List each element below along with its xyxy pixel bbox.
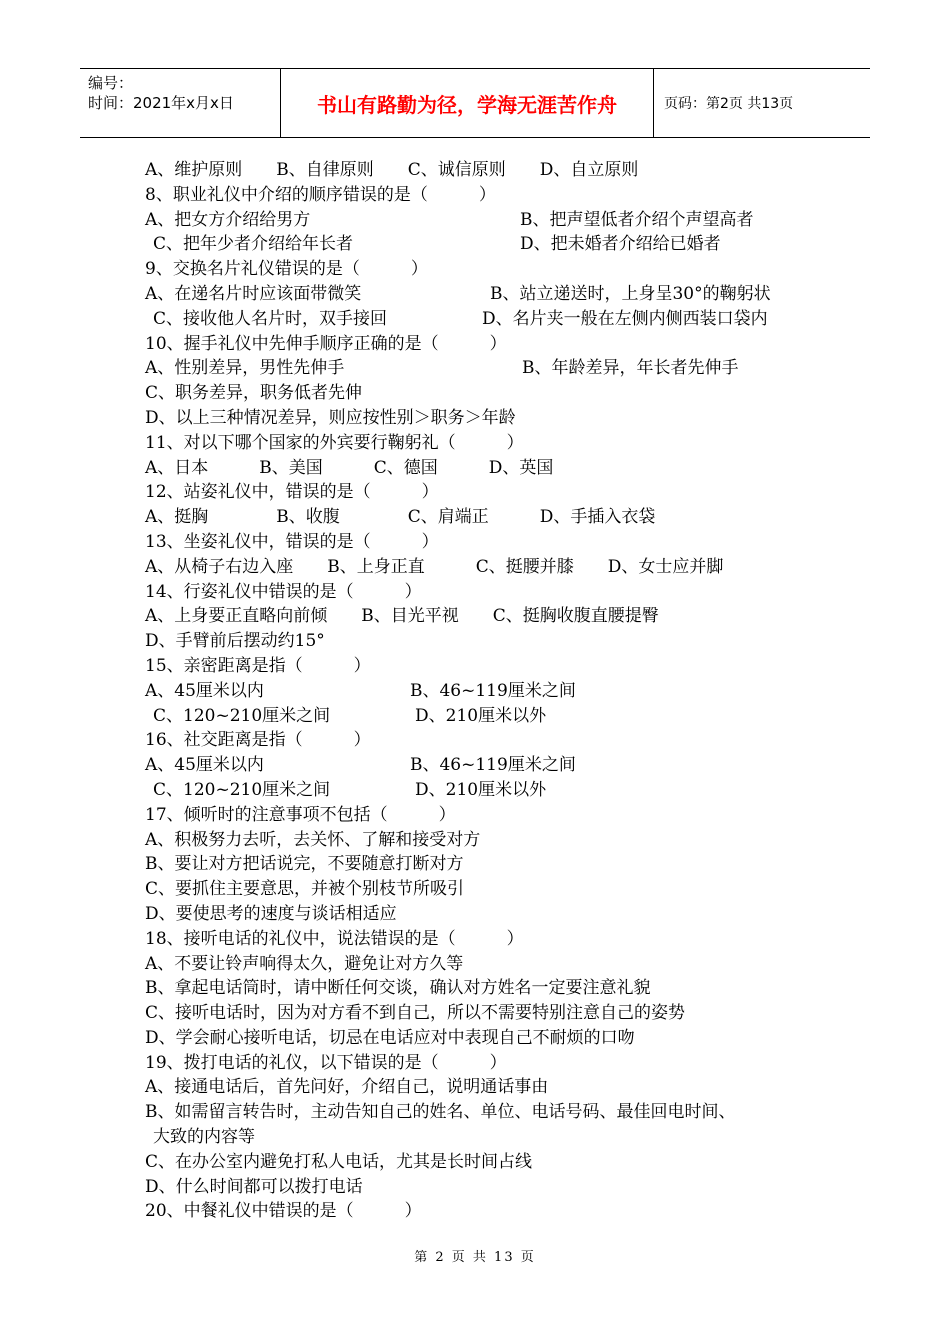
option-line: A、接通电话后，首先问好，介绍自己，说明通话事由	[145, 1077, 549, 1098]
option-row	[145, 208, 835, 233]
option-b: B、46~119厘米之间	[410, 680, 576, 701]
option-a: A、45厘米以内	[145, 680, 264, 701]
option-a: A、把女方介绍给男方	[145, 209, 311, 230]
question-line: 14、行姿礼仪中错误的是（ ）	[145, 581, 422, 602]
option-d: D、名片夹一般在左侧内侧西装口袋内	[482, 308, 768, 329]
option-line: C、在办公室内避免打私人电话，尤其是长时间占线	[145, 1151, 533, 1172]
option-line: A、积极努力去听，去关怀、了解和接受对方	[145, 829, 481, 850]
option-row	[145, 753, 835, 778]
option-row	[145, 307, 835, 332]
option-line: A、日本 B、美国 C、德国 D、英国	[145, 457, 554, 478]
option-line: C、接听电话时，因为对方看不到自己，所以不需要特别注意自己的姿势	[145, 1003, 686, 1024]
question-line: 18、接听电话的礼仪中，说法错误的是（ ）	[145, 928, 524, 949]
option-a: A、性别差异，男性先伸手	[145, 358, 345, 379]
option-row	[145, 356, 835, 381]
option-line: A、从椅子右边入座 B、上身正直 C、挺腰并膝 D、女士应并脚	[145, 556, 724, 577]
option-line: A、挺胸 B、收腹 C、肩端正 D、手插入衣袋	[145, 507, 656, 528]
option-line: B、要让对方把话说完，不要随意打断对方	[145, 854, 464, 875]
question-line: 10、握手礼仪中先伸手顺序正确的是（ ）	[145, 333, 507, 354]
option-row	[145, 778, 835, 803]
option-row	[145, 679, 835, 704]
option-line: D、要使思考的速度与谈话相适应	[145, 903, 397, 924]
date-line: 时间：2021年x月x日	[88, 94, 234, 112]
page-footer: 第 2 页 共 13 页	[414, 1250, 536, 1265]
question-line: 20、中餐礼仪中错误的是（ ）	[145, 1201, 422, 1222]
option-line: B、拿起电话筒时，请中断任何交谈，确认对方姓名一定要注意礼貌	[145, 978, 651, 999]
option-line: B、如需留言转告时，主动告知自己的姓名、单位、电话号码、最佳回电时间、	[145, 1102, 736, 1123]
header-motto: 书山有路勤为径，学海无涯苦作舟	[281, 69, 654, 137]
question-line: 19、拨打电话的礼仪，以下错误的是（ ）	[145, 1052, 507, 1073]
question-line: 11、对以下哪个国家的外宾要行鞠躬礼（ ）	[145, 432, 524, 453]
option-c: C、接收他人名片时，双手接回	[153, 308, 388, 329]
option-row	[145, 232, 835, 257]
option-d: D、210厘米以外	[415, 705, 547, 726]
option-d: D、210厘米以外	[415, 779, 547, 800]
option-b: B、年龄差异，年长者先伸手	[522, 358, 739, 379]
header-page-info: 页码：第2页 共13页	[664, 96, 794, 112]
question-line: 8、职业礼仪中介绍的顺序错误的是（ ）	[145, 184, 496, 205]
header-meta	[80, 69, 281, 137]
page-header	[80, 68, 870, 138]
option-continuation: 大致的内容等	[153, 1127, 255, 1148]
option-b: B、46~119厘米之间	[410, 755, 576, 776]
option-line: C、职务差异，职务低者先伸	[145, 383, 363, 404]
document-body	[145, 158, 835, 1224]
question-line: 13、坐姿礼仪中，错误的是（ ）	[145, 531, 439, 552]
option-c: C、把年少者介绍给年长者	[153, 234, 354, 255]
option-line: A、上身要正直略向前倾 B、目光平视 C、挺胸收腹直腰提臀	[145, 606, 659, 627]
question-line: 12、站姿礼仪中，错误的是（ ）	[145, 482, 439, 503]
option-c: C、120~210厘米之间	[153, 705, 331, 726]
option-b: B、站立递送时，上身呈30°的鞠躬状	[490, 283, 771, 304]
option-row	[145, 282, 835, 307]
option-line: D、学会耐心接听电话，切忌在电话应对中表现自己不耐烦的口吻	[145, 1027, 635, 1048]
option-line: A、不要让铃声响得太久，避免让对方久等	[145, 953, 464, 974]
option-a: A、45厘米以内	[145, 755, 264, 776]
option-line: D、以上三种情况差异，则应按性别＞职务＞年龄	[145, 407, 516, 428]
question-line: 9、交换名片礼仪错误的是（ ）	[145, 259, 428, 280]
option-b: B、把声望低者介绍个声望高者	[520, 209, 754, 230]
serial-label: 编号：	[88, 74, 134, 92]
option-d: D、把未婚者介绍给已婚者	[520, 234, 721, 255]
question-line: 17、倾听时的注意事项不包括（ ）	[145, 804, 456, 825]
question-line: 15、亲密距离是指（ ）	[145, 655, 371, 676]
question-line: 16、社交距离是指（ ）	[145, 730, 371, 751]
option-row	[145, 704, 835, 729]
option-a: A、在递名片时应该面带微笑	[145, 283, 362, 304]
option-line: D、什么时间都可以拨打电话	[145, 1176, 363, 1197]
option-line: C、要抓住主要意思，并被个别枝节所吸引	[145, 879, 465, 900]
text-line: A、维护原则 B、自律原则 C、诚信原则 D、自立原则	[145, 160, 639, 180]
option-line: D、手臂前后摆动约15°	[145, 631, 325, 652]
option-c: C、120~210厘米之间	[153, 779, 331, 800]
